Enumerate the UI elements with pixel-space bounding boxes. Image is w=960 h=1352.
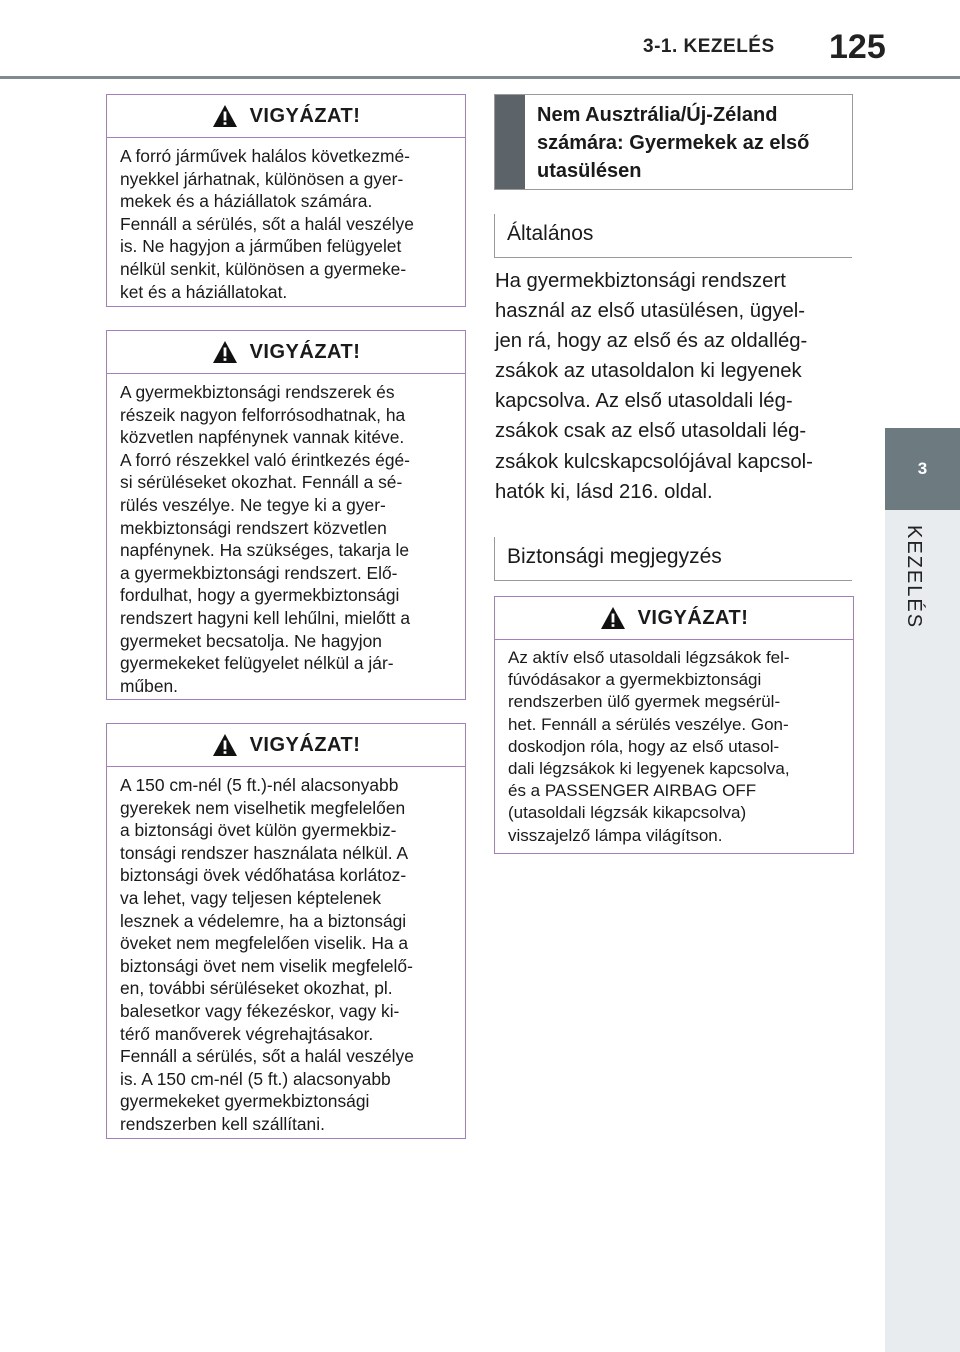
text-line: mekbiztonsági rendszert közvetlen bbox=[120, 517, 387, 538]
subheading-general: Általános bbox=[494, 214, 852, 258]
warning-triangle-icon bbox=[600, 606, 626, 630]
warning-text bbox=[107, 374, 465, 707]
warning-text bbox=[495, 640, 853, 857]
text-line: en, további sérüléseket okozhat, pl. bbox=[120, 978, 393, 999]
text-line: zsákok kulcskapcsolójával kapcsol- bbox=[495, 450, 813, 473]
text-line: A 150 cm-nél (5 ft.)-nél alacsonyabb bbox=[120, 775, 399, 795]
warning-triangle-icon bbox=[212, 733, 238, 757]
text-line: gyermekeket gyermekbiztonsági bbox=[120, 1091, 370, 1112]
chapter-tab[interactable] bbox=[885, 428, 960, 510]
text-line: Az aktív első utasoldali légzsákok fel- bbox=[508, 648, 790, 667]
warning-header bbox=[107, 95, 465, 138]
warning-header bbox=[495, 597, 853, 640]
text-line: mekek és a háziállatok számára. bbox=[120, 191, 373, 212]
text-line: va lehet, vagy teljesen képtelenek bbox=[120, 887, 382, 908]
text-line: rendszerben ülő gyermek megsérül- bbox=[508, 692, 781, 712]
header-divider bbox=[0, 76, 960, 79]
warning-title: VIGYÁZAT! bbox=[637, 606, 749, 629]
chapter-label: KEZELÉS bbox=[903, 525, 925, 630]
text-line: rendszerben kell szállítani. bbox=[120, 1113, 325, 1134]
section-heading-box bbox=[494, 94, 853, 190]
warning-title: VIGYÁZAT! bbox=[249, 340, 361, 363]
text-line: balesetkor vagy fékezéskor, vagy ki- bbox=[120, 1000, 400, 1021]
text-line: A gyermekbiztonsági rendszerek és bbox=[120, 382, 395, 402]
text-line: öveket nem megfelelően viselik. Ha a bbox=[120, 933, 409, 954]
text-line: a gyermekbiztonsági rendszert. Elő- bbox=[120, 562, 398, 583]
heading-line: számára: Gyermekek az első bbox=[537, 132, 810, 154]
warning-header bbox=[107, 724, 465, 767]
text-line: (utasoldali légzsák kikapcsolva) bbox=[508, 803, 747, 823]
text-line: fordulhat, hogy a gyermekbiztonsági bbox=[120, 585, 400, 606]
warning-triangle-icon bbox=[212, 340, 238, 364]
text-line: si sérüléseket okozhat. Fennáll a sé- bbox=[120, 472, 403, 493]
text-line: ket és a háziállatokat. bbox=[120, 281, 288, 302]
text-line: Ha gyermekbiztonsági rendszert bbox=[495, 270, 786, 292]
text-line: dali légzsákok ki legyenek kapcsolva, bbox=[508, 759, 790, 779]
heading-line: Nem Ausztrália/Új-Zéland bbox=[537, 104, 778, 126]
heading-accent-bar bbox=[495, 95, 525, 189]
text-line: is. A 150 cm-nél (5 ft.) alacsonyabb bbox=[120, 1068, 391, 1089]
text-line: közvetlen napfénynek vannak kitéve. bbox=[120, 427, 405, 448]
text-line: gyerekek nem viselhetik megfelelően bbox=[120, 797, 406, 818]
page-number: 125 bbox=[829, 28, 886, 66]
text-line: részeik nagyon felforrósodhatnak, ha bbox=[120, 404, 406, 425]
warning-header bbox=[107, 331, 465, 374]
warning-box-hot-vehicle bbox=[106, 94, 466, 307]
text-line: biztonsági övet nem viselik megfelelő- bbox=[120, 955, 413, 976]
text-line: rendszert hagyni kell lehűlni, mielőtt a bbox=[120, 607, 410, 628]
text-line: nélkül senkit, különösen a gyermeke- bbox=[120, 258, 407, 279]
chapter-number: 3 bbox=[917, 459, 928, 478]
text-line: fúvódásakor a gyermekbiztonsági bbox=[508, 670, 762, 690]
text-line: jen rá, hogy az első és az oldallég- bbox=[495, 330, 808, 353]
text-line: hatók ki, lásd 216. oldal. bbox=[495, 480, 713, 503]
chapter-tab-strip bbox=[885, 510, 960, 1352]
text-line: műben. bbox=[120, 675, 179, 696]
text-line: rülés veszélye. Ne tegye ki a gyer- bbox=[120, 494, 386, 515]
warning-triangle-icon bbox=[212, 104, 238, 128]
text-line: biztonsági övek védőhatása korlátoz- bbox=[120, 865, 407, 886]
warning-text bbox=[107, 138, 465, 313]
warning-box-hot-seat bbox=[106, 330, 466, 700]
warning-title: VIGYÁZAT! bbox=[249, 104, 361, 127]
subheading-safety: Biztonsági megjegyzés bbox=[494, 537, 852, 581]
text-line: tonsági rendszer használata nélkül. A bbox=[120, 842, 409, 863]
text-line: Fennáll a sérülés, sőt a halál veszélye bbox=[120, 1046, 414, 1067]
warning-box-seatbelt-height bbox=[106, 723, 466, 1139]
warning-box-airbag bbox=[494, 596, 854, 854]
text-line: napfénynek. Ha szükséges, takarja le bbox=[120, 540, 410, 561]
text-line: zsákok az utasoldalon ki legyenek bbox=[495, 360, 802, 383]
text-line: használ az első utasülésen, ügyel- bbox=[495, 300, 806, 323]
heading-line: utasülésen bbox=[537, 160, 642, 182]
text-line: a biztonsági övet külön gyermekbiz- bbox=[120, 820, 397, 841]
text-line: gyermekeket felügyelet nélkül a jár- bbox=[120, 653, 394, 674]
text-line: lesznek a védelemre, ha a biztonsági bbox=[120, 910, 407, 931]
warning-text bbox=[107, 767, 465, 1146]
warning-title: VIGYÁZAT! bbox=[249, 733, 361, 756]
text-line: gyermeket becsatolja. Ne hagyjon bbox=[120, 630, 382, 651]
body-paragraph bbox=[495, 266, 855, 507]
text-line: nyekkel járhatnak, különösen a gyer- bbox=[120, 168, 404, 189]
text-line: visszajelző lámpa világítson. bbox=[508, 825, 723, 845]
text-line: is. Ne hagyjon a járműben felügyelet bbox=[120, 236, 402, 257]
text-line: Fennáll a sérülés, sőt a halál veszélye bbox=[120, 213, 414, 234]
text-line: kapcsolva. Az első utasoldali lég- bbox=[495, 390, 793, 413]
text-line: térő manőverek végrehajtásakor. bbox=[120, 1023, 374, 1044]
text-line: het. Fennáll a sérülés veszélye. Gon- bbox=[508, 714, 789, 734]
text-line: A forró járművek halálos következmé- bbox=[120, 146, 410, 166]
section-heading bbox=[537, 101, 837, 185]
section-title: 3-1. KEZELÉS bbox=[643, 36, 775, 57]
text-line: zsákok csak az első utasoldali lég- bbox=[495, 420, 807, 443]
text-line: A forró részekkel való érintkezés égé- bbox=[120, 449, 410, 470]
text-line: és a PASSENGER AIRBAG OFF bbox=[508, 781, 757, 801]
text-line: doskodjon róla, hogy az első utasol- bbox=[508, 736, 780, 756]
